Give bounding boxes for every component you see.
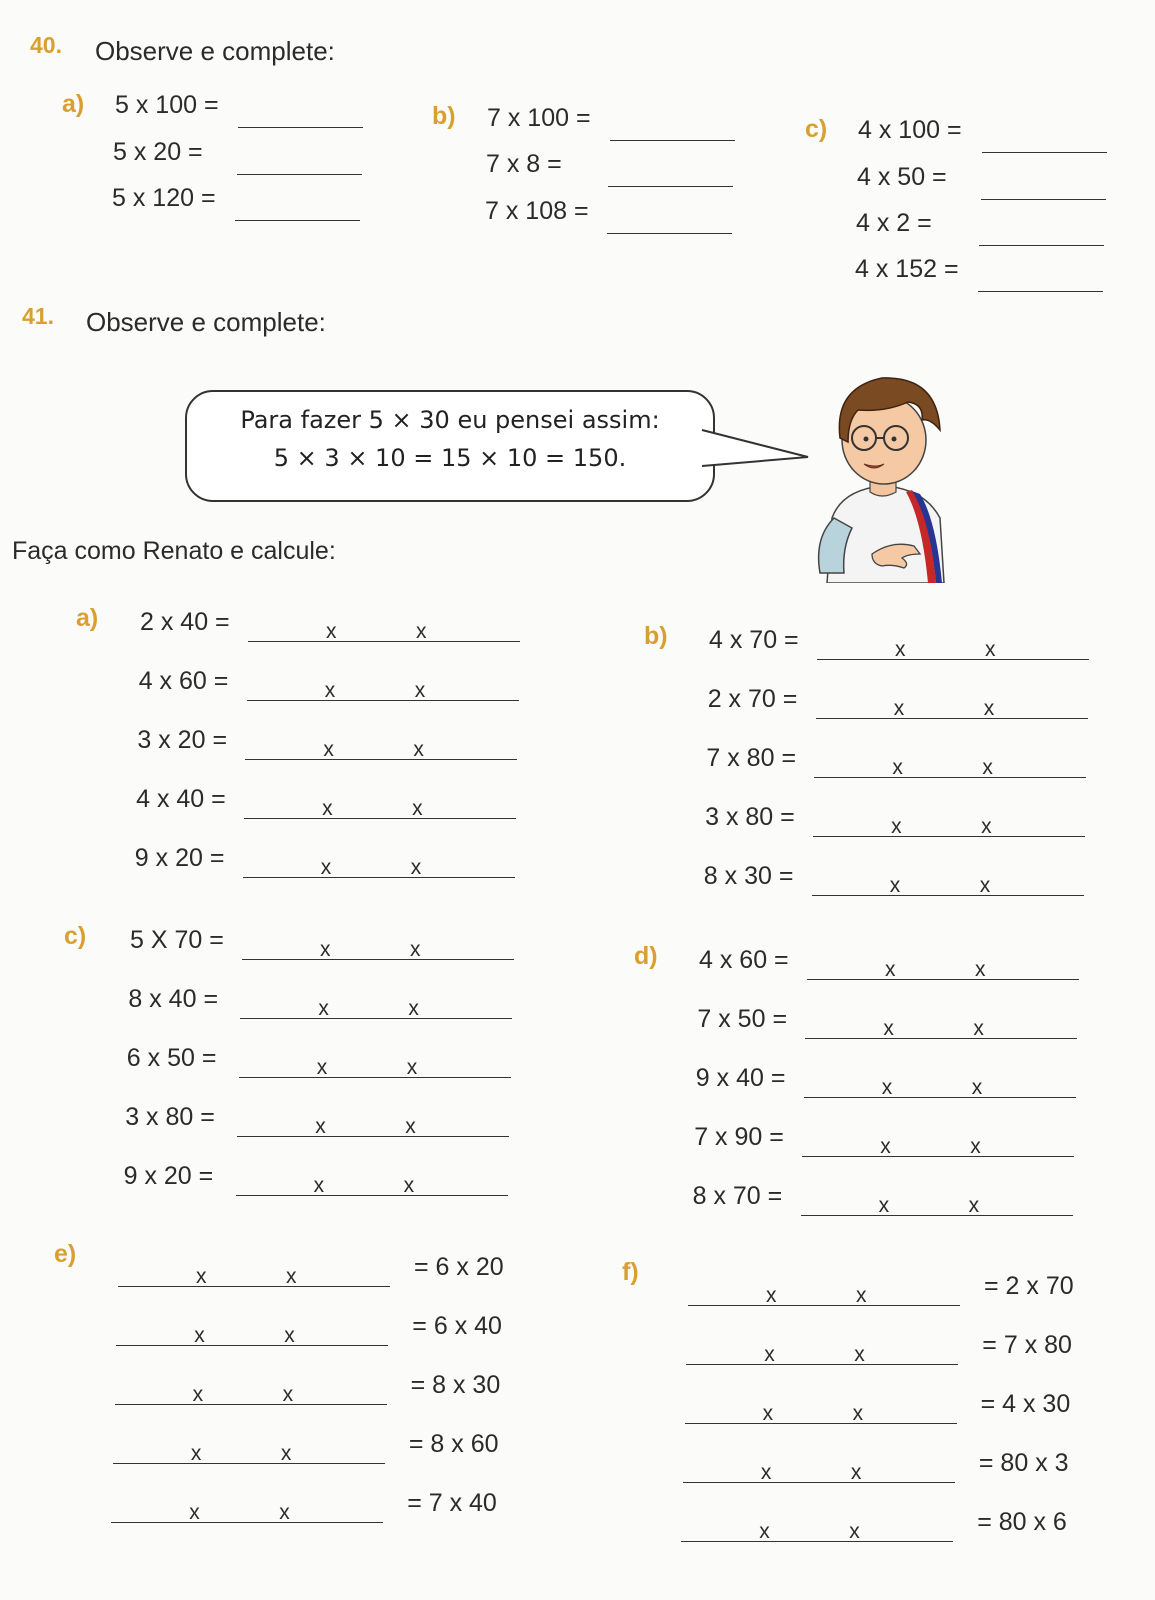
multiply-sign: x bbox=[892, 756, 903, 779]
multiply-sign: x bbox=[983, 697, 995, 720]
answer-blank[interactable] bbox=[991, 659, 1089, 660]
q41-b-expr-5: 8 x 30 = bbox=[703, 862, 794, 890]
answer-blank[interactable] bbox=[332, 641, 422, 642]
q40-a-expr-3: 5 x 120 = bbox=[112, 184, 216, 212]
multiply-sign: x bbox=[192, 1383, 204, 1406]
question-40-number: 40. bbox=[30, 32, 62, 58]
answer-blank[interactable] bbox=[857, 1482, 955, 1483]
q40-a-expr-1: 5 x 100 = bbox=[115, 91, 219, 119]
q41-b-expr-2: 2 x 70 = bbox=[707, 685, 798, 713]
q41-b-expr-1: 4 x 70 = bbox=[709, 626, 799, 654]
q41-letter-a: a) bbox=[76, 604, 99, 632]
answer-blank[interactable] bbox=[248, 641, 332, 642]
answer-blank[interactable] bbox=[118, 1286, 202, 1287]
question-41-number: 41. bbox=[22, 303, 54, 329]
q41-a-expr-4: 4 x 40 = bbox=[136, 785, 226, 813]
q41-e-expr-5: = 7 x 40 bbox=[407, 1489, 497, 1517]
multiply-sign: x bbox=[322, 797, 333, 820]
answer-blank[interactable] bbox=[323, 1077, 413, 1078]
answer-blank[interactable] bbox=[976, 1156, 1074, 1157]
multiply-sign: x bbox=[282, 1383, 294, 1406]
multiply-sign: x bbox=[895, 638, 906, 661]
answer-blank[interactable] bbox=[896, 895, 986, 896]
answer-blank[interactable] bbox=[321, 1136, 411, 1137]
q40-b-expr-1: 7 x 100 = bbox=[487, 104, 591, 132]
multiply-sign: x bbox=[849, 1520, 860, 1543]
q41-b-answer-row-2 bbox=[816, 689, 1096, 719]
answer-blank[interactable] bbox=[328, 818, 418, 819]
q41-b-answer-row-1 bbox=[817, 630, 1097, 660]
answer-blank[interactable] bbox=[801, 1215, 885, 1216]
answer-blank[interactable] bbox=[812, 895, 896, 896]
question-40-heading: Observe e complete: bbox=[95, 36, 335, 66]
answer-blank[interactable] bbox=[978, 1097, 1076, 1098]
multiply-sign: x bbox=[852, 1402, 864, 1425]
answer-blank[interactable] bbox=[247, 700, 331, 701]
answer-blank[interactable] bbox=[200, 1345, 290, 1346]
multiply-sign: x bbox=[881, 1076, 893, 1099]
bubble-tail bbox=[700, 420, 812, 480]
answer-blank[interactable] bbox=[289, 1404, 387, 1405]
multiply-sign: x bbox=[973, 1017, 984, 1040]
answer-blank[interactable] bbox=[240, 1018, 324, 1019]
answer-blank[interactable] bbox=[411, 1136, 509, 1137]
multiply-sign: x bbox=[764, 1343, 775, 1366]
multiply-sign: x bbox=[975, 958, 986, 981]
answer-blank[interactable] bbox=[195, 1522, 285, 1523]
answer-blank[interactable] bbox=[897, 836, 987, 837]
multiply-sign: x bbox=[985, 638, 996, 661]
multiply-sign: x bbox=[408, 997, 419, 1020]
answer-blank[interactable] bbox=[813, 836, 897, 837]
answer-blank[interactable] bbox=[410, 1195, 508, 1196]
answer-blank[interactable] bbox=[422, 641, 520, 642]
q41-f-answer-row-4 bbox=[683, 1453, 963, 1483]
answer-blank[interactable] bbox=[243, 877, 327, 878]
q40-a-answer-2[interactable] bbox=[237, 174, 362, 175]
multiply-sign: x bbox=[878, 1194, 890, 1217]
q41-b-expr-3: 7 x 80 = bbox=[706, 744, 797, 772]
answer-blank[interactable] bbox=[862, 1305, 960, 1306]
multiply-sign: x bbox=[316, 1056, 328, 1079]
answer-blank[interactable] bbox=[859, 1423, 957, 1424]
answer-blank[interactable] bbox=[327, 877, 417, 878]
q41-b-answer-row-4 bbox=[813, 807, 1093, 837]
instruction-text: Faça como Renato e calcule: bbox=[12, 537, 336, 565]
answer-blank[interactable] bbox=[116, 1345, 200, 1346]
q40-a-answer-1[interactable] bbox=[238, 127, 363, 128]
q40-c-answer-3[interactable] bbox=[979, 245, 1104, 246]
q40-b-expr-2: 7 x 8 = bbox=[486, 150, 562, 178]
bubble-line-1: Para fazer 5 × 30 eu pensei assim: bbox=[240, 406, 660, 434]
q41-f-expr-1: = 2 x 70 bbox=[984, 1272, 1074, 1300]
q40-b-answer-2[interactable] bbox=[608, 186, 733, 187]
q41-c-answer-row-3 bbox=[239, 1048, 519, 1078]
q41-d-answer-row-3 bbox=[804, 1068, 1084, 1098]
answer-blank[interactable] bbox=[981, 979, 1079, 980]
q41-e-expr-3: = 8 x 30 bbox=[410, 1371, 501, 1399]
q41-letter-c: c) bbox=[64, 922, 87, 950]
q41-c-expr-5: 9 x 20 = bbox=[123, 1162, 214, 1190]
q41-b-answer-row-5 bbox=[812, 866, 1092, 896]
q41-c-answer-row-5 bbox=[236, 1166, 516, 1196]
q41-a-expr-5: 9 x 20 = bbox=[134, 844, 225, 872]
multiply-sign: x bbox=[854, 1343, 865, 1366]
q41-a-answer-row-4 bbox=[244, 789, 524, 819]
answer-blank[interactable] bbox=[686, 1364, 770, 1365]
answer-blank[interactable] bbox=[681, 1541, 765, 1542]
q40-letter-b: b) bbox=[432, 102, 456, 130]
q40-c-expr-3: 4 x 2 = bbox=[856, 209, 932, 237]
q41-e-answer-row-1 bbox=[118, 1257, 398, 1287]
answer-blank[interactable] bbox=[885, 1215, 975, 1216]
q41-b-answer-row-3 bbox=[814, 748, 1094, 778]
answer-blank[interactable] bbox=[244, 818, 328, 819]
multiply-sign: x bbox=[279, 1501, 290, 1524]
multiply-sign: x bbox=[883, 1017, 894, 1040]
multiply-sign: x bbox=[893, 697, 905, 720]
q41-d-expr-1: 4 x 60 = bbox=[699, 946, 789, 974]
answer-blank[interactable] bbox=[419, 759, 517, 760]
answer-blank[interactable] bbox=[113, 1463, 197, 1464]
answer-blank[interactable] bbox=[886, 1156, 976, 1157]
multiply-sign: x bbox=[410, 856, 422, 879]
q40-b-expr-3: 7 x 108 = bbox=[485, 197, 589, 225]
q40-a-answer-3[interactable] bbox=[235, 220, 360, 221]
q41-a-answer-row-1 bbox=[248, 612, 528, 642]
q41-f-expr-5: = 80 x 6 bbox=[977, 1508, 1067, 1536]
answer-blank[interactable] bbox=[329, 759, 419, 760]
answer-blank[interactable] bbox=[888, 1097, 978, 1098]
q40-b-answer-1[interactable] bbox=[610, 140, 735, 141]
answer-blank[interactable] bbox=[979, 1038, 1077, 1039]
answer-blank[interactable] bbox=[414, 1018, 512, 1019]
answer-blank[interactable] bbox=[199, 1404, 289, 1405]
answer-blank[interactable] bbox=[816, 718, 900, 719]
answer-blank[interactable] bbox=[242, 959, 326, 960]
multiply-sign: x bbox=[760, 1461, 772, 1484]
multiply-sign: x bbox=[762, 1402, 774, 1425]
q40-b-answer-3[interactable] bbox=[607, 233, 732, 234]
multiply-sign: x bbox=[405, 1115, 416, 1138]
q41-e-answer-row-5 bbox=[111, 1493, 391, 1523]
q40-letter-a: a) bbox=[62, 90, 85, 118]
q41-a-expr-2: 4 x 60 = bbox=[138, 667, 229, 695]
q41-a-expr-3: 3 x 20 = bbox=[137, 726, 228, 754]
q41-a-expr-1: 2 x 40 = bbox=[140, 608, 230, 636]
answer-blank[interactable] bbox=[855, 1541, 953, 1542]
multiply-sign: x bbox=[406, 1056, 418, 1079]
q40-c-answer-2[interactable] bbox=[981, 199, 1106, 200]
answer-blank[interactable] bbox=[805, 1038, 889, 1039]
multiply-sign: x bbox=[856, 1284, 867, 1307]
q41-c-expr-3: 6 x 50 = bbox=[126, 1044, 217, 1072]
q41-d-expr-3: 9 x 40 = bbox=[695, 1064, 786, 1092]
q40-c-expr-4: 4 x 152 = bbox=[855, 255, 959, 283]
boy-character-illustration bbox=[812, 368, 962, 583]
q40-c-expr-1: 4 x 100 = bbox=[858, 116, 962, 144]
answer-blank[interactable] bbox=[987, 836, 1085, 837]
answer-blank[interactable] bbox=[287, 1463, 385, 1464]
multiply-sign: x bbox=[189, 1501, 200, 1524]
answer-blank[interactable] bbox=[413, 1077, 511, 1078]
answer-blank[interactable] bbox=[889, 1038, 979, 1039]
answer-blank[interactable] bbox=[111, 1522, 195, 1523]
answer-blank[interactable] bbox=[770, 1364, 860, 1365]
answer-blank[interactable] bbox=[245, 759, 329, 760]
answer-blank[interactable] bbox=[416, 959, 514, 960]
q41-f-expr-4: = 80 x 3 bbox=[978, 1449, 1069, 1477]
answer-blank[interactable] bbox=[285, 1522, 383, 1523]
q41-e-expr-4: = 8 x 60 bbox=[408, 1430, 499, 1458]
q41-a-answer-row-2 bbox=[247, 671, 527, 701]
q41-e-expr-1: = 6 x 20 bbox=[414, 1253, 504, 1281]
multiply-sign: x bbox=[284, 1324, 295, 1347]
multiply-sign: x bbox=[850, 1461, 862, 1484]
q41-letter-e: e) bbox=[54, 1240, 77, 1268]
answer-blank[interactable] bbox=[814, 777, 898, 778]
q40-c-expr-2: 4 x 50 = bbox=[857, 163, 947, 191]
multiply-sign: x bbox=[889, 874, 901, 897]
q40-c-answer-1[interactable] bbox=[982, 152, 1107, 153]
multiply-sign: x bbox=[880, 1135, 891, 1158]
answer-blank[interactable] bbox=[900, 718, 990, 719]
answer-blank[interactable] bbox=[817, 659, 901, 660]
answer-blank[interactable] bbox=[901, 659, 991, 660]
multiply-sign: x bbox=[412, 797, 423, 820]
answer-blank[interactable] bbox=[236, 1195, 320, 1196]
answer-blank[interactable] bbox=[202, 1286, 292, 1287]
q41-letter-d: d) bbox=[634, 942, 658, 970]
multiply-sign: x bbox=[190, 1442, 202, 1465]
q41-c-answer-row-1 bbox=[242, 930, 522, 960]
q41-d-expr-5: 8 x 70 = bbox=[692, 1182, 783, 1210]
answer-blank[interactable] bbox=[197, 1463, 287, 1464]
answer-blank[interactable] bbox=[807, 979, 891, 980]
q41-f-expr-2: = 7 x 80 bbox=[982, 1331, 1072, 1359]
answer-blank[interactable] bbox=[237, 1136, 321, 1137]
q41-e-expr-2: = 6 x 40 bbox=[412, 1312, 502, 1340]
answer-blank[interactable] bbox=[802, 1156, 886, 1157]
q41-e-answer-row-4 bbox=[113, 1434, 393, 1464]
answer-blank[interactable] bbox=[986, 895, 1084, 896]
q41-f-answer-row-5 bbox=[681, 1512, 961, 1542]
multiply-sign: x bbox=[320, 856, 332, 879]
answer-blank[interactable] bbox=[860, 1364, 958, 1365]
answer-blank[interactable] bbox=[769, 1423, 859, 1424]
q41-c-expr-1: 5 X 70 = bbox=[130, 926, 224, 954]
multiply-sign: x bbox=[891, 815, 902, 838]
q40-c-answer-4[interactable] bbox=[978, 291, 1103, 292]
multiply-sign: x bbox=[971, 1076, 983, 1099]
q40-a-expr-2: 5 x 20 = bbox=[113, 138, 203, 166]
answer-blank[interactable] bbox=[418, 818, 516, 819]
multiply-sign: x bbox=[759, 1520, 770, 1543]
answer-blank[interactable] bbox=[324, 1018, 414, 1019]
answer-blank[interactable] bbox=[292, 1286, 390, 1287]
multiply-sign: x bbox=[323, 738, 334, 761]
answer-blank[interactable] bbox=[898, 777, 988, 778]
multiply-sign: x bbox=[320, 938, 331, 961]
multiply-sign: x bbox=[413, 738, 424, 761]
q41-c-expr-2: 8 x 40 = bbox=[128, 985, 219, 1013]
answer-blank[interactable] bbox=[765, 1541, 855, 1542]
speech-bubble bbox=[185, 390, 715, 502]
answer-blank[interactable] bbox=[988, 777, 1086, 778]
q41-f-answer-row-1 bbox=[688, 1276, 968, 1306]
q41-d-answer-row-1 bbox=[807, 950, 1087, 980]
multiply-sign: x bbox=[885, 958, 896, 981]
answer-blank[interactable] bbox=[239, 1077, 323, 1078]
answer-blank[interactable] bbox=[804, 1097, 888, 1098]
answer-blank[interactable] bbox=[688, 1305, 772, 1306]
answer-blank[interactable] bbox=[290, 1345, 388, 1346]
q41-d-answer-row-5 bbox=[801, 1186, 1081, 1216]
multiply-sign: x bbox=[318, 997, 329, 1020]
question-41-heading: Observe e complete: bbox=[86, 307, 326, 337]
answer-blank[interactable] bbox=[417, 877, 515, 878]
q41-f-answer-row-2 bbox=[686, 1335, 966, 1365]
multiply-sign: x bbox=[766, 1284, 777, 1307]
multiply-sign: x bbox=[970, 1135, 981, 1158]
multiply-sign: x bbox=[313, 1174, 325, 1197]
answer-blank[interactable] bbox=[975, 1215, 1073, 1216]
answer-blank[interactable] bbox=[891, 979, 981, 980]
multiply-sign: x bbox=[326, 620, 337, 643]
q41-a-answer-row-3 bbox=[245, 730, 525, 760]
q41-c-answer-row-4 bbox=[237, 1107, 517, 1137]
multiply-sign: x bbox=[968, 1194, 980, 1217]
multiply-sign: x bbox=[315, 1115, 326, 1138]
multiply-sign: x bbox=[979, 874, 991, 897]
answer-blank[interactable] bbox=[990, 718, 1088, 719]
q40-letter-c: c) bbox=[805, 115, 828, 143]
bubble-line-2: 5 × 3 × 10 = 15 × 10 = 150. bbox=[273, 444, 627, 472]
q41-d-answer-row-4 bbox=[802, 1127, 1082, 1157]
q41-c-expr-4: 3 x 80 = bbox=[125, 1103, 215, 1131]
answer-blank[interactable] bbox=[772, 1305, 862, 1306]
q41-letter-b: b) bbox=[644, 622, 668, 650]
multiply-sign: x bbox=[194, 1324, 205, 1347]
answer-blank[interactable] bbox=[683, 1482, 767, 1483]
answer-blank[interactable] bbox=[685, 1423, 769, 1424]
q41-d-answer-row-2 bbox=[805, 1009, 1085, 1039]
answer-blank[interactable] bbox=[421, 700, 519, 701]
answer-blank[interactable] bbox=[326, 959, 416, 960]
q41-letter-f: f) bbox=[622, 1258, 639, 1286]
multiply-sign: x bbox=[286, 1265, 297, 1288]
multiply-sign: x bbox=[280, 1442, 292, 1465]
q41-f-answer-row-3 bbox=[685, 1394, 965, 1424]
multiply-sign: x bbox=[196, 1265, 207, 1288]
answer-blank[interactable] bbox=[115, 1404, 199, 1405]
multiply-sign: x bbox=[324, 679, 336, 702]
q41-b-expr-4: 3 x 80 = bbox=[705, 803, 795, 831]
answer-blank[interactable] bbox=[767, 1482, 857, 1483]
multiply-sign: x bbox=[403, 1174, 415, 1197]
multiply-sign: x bbox=[414, 679, 426, 702]
multiply-sign: x bbox=[410, 938, 421, 961]
multiply-sign: x bbox=[416, 620, 427, 643]
q41-a-answer-row-5 bbox=[243, 848, 523, 878]
q41-d-expr-2: 7 x 50 = bbox=[697, 1005, 788, 1033]
q41-d-expr-4: 7 x 90 = bbox=[694, 1123, 784, 1151]
answer-blank[interactable] bbox=[320, 1195, 410, 1196]
multiply-sign: x bbox=[981, 815, 992, 838]
multiply-sign: x bbox=[982, 756, 993, 779]
q41-e-answer-row-2 bbox=[116, 1316, 396, 1346]
q41-f-expr-3: = 4 x 30 bbox=[980, 1390, 1071, 1418]
q41-c-answer-row-2 bbox=[240, 989, 520, 1019]
answer-blank[interactable] bbox=[331, 700, 421, 701]
q41-e-answer-row-3 bbox=[115, 1375, 395, 1405]
